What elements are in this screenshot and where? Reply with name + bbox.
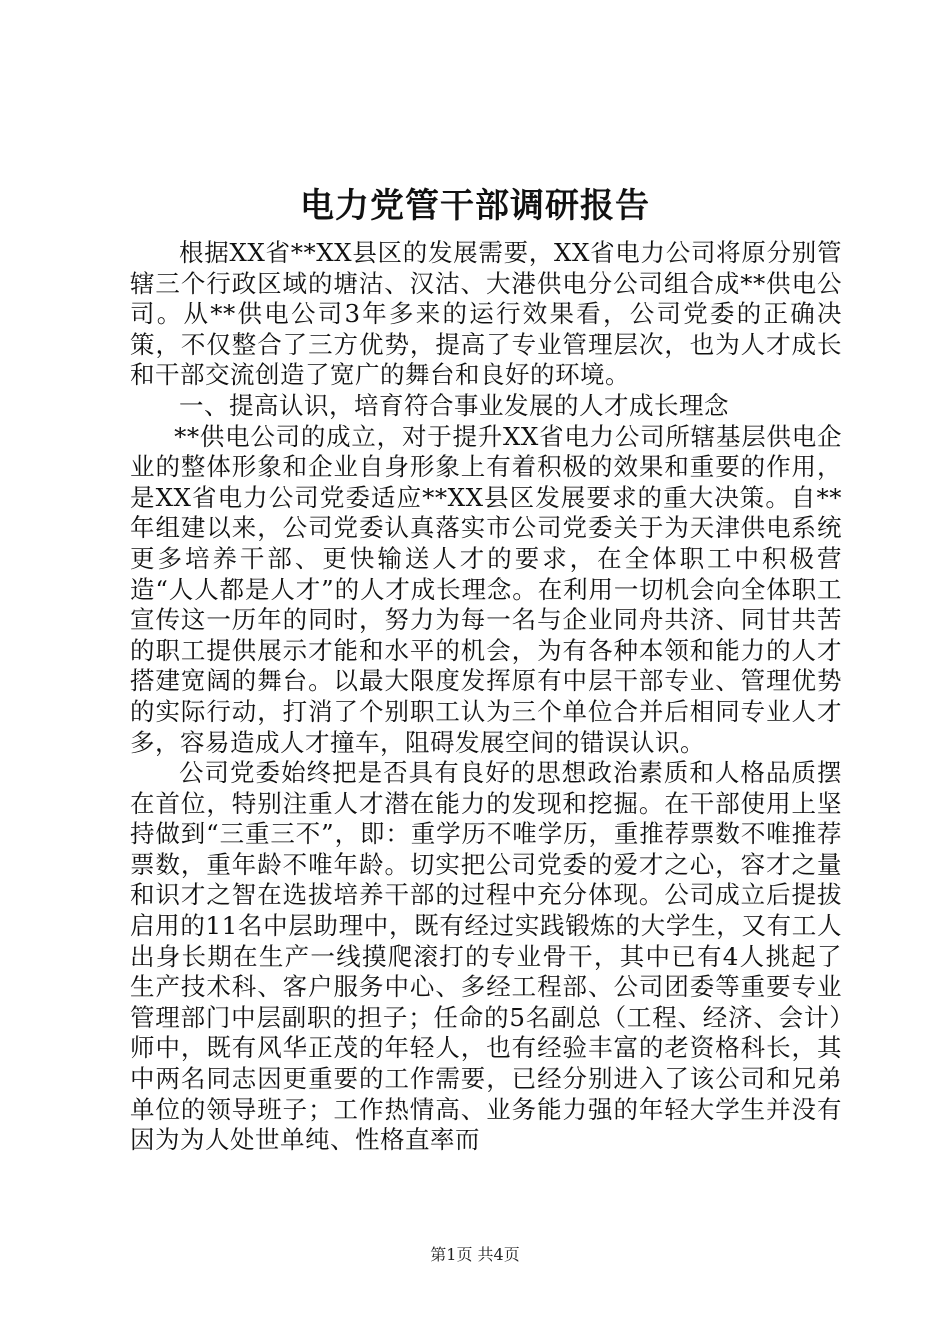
paragraph-cadre-selection: 公司党委始终把是否具有良好的思想政治素质和人格品质摆在首位，特别注重人才潜在能力的发现和挖掘。在干部使用上坚持做到“三重三不”，即：重学历不唯学历，重推荐票数不唯推荐票数，重年龄不唯年龄。切实把公司党委的爱才之心，容才之量和识才之智在选拔培养干部的过程中充分体现。公司成立后提拔启用的11名中层助理中，既有经过实践锻炼的大学生，又有工人出身长期在生产一线摸爬滚打的专业骨干，其中已有4人挑起了生产技术科、客户服务中心、多经工程部、公司团委等重要专业管理部门中层副职的担子；任命的5名副总（工程、经济、会计）师中，既有风华正茂的年轻人，也有经验丰富的老资格科长，其中两名同志因更重要的工作需要，已经分别进入了该公司和兄弟单位的领导班子；工作热情高、业务能力强的年轻大学生并没有因为为人处世单纯、性格直率而 [130, 758, 842, 1155]
paragraph-section-1: **供电公司的成立，对于提升XX省电力公司所辖基层供电企业的整体形象和企业自身形象上有着积极的效果和重要的作用，是XX省电力公司党委适应**XX县区发展要求的重大决策。自**年组建以来，公司党委认真落实市公司党委关于为天津供电系统更多培养干部、更快输送人才的要求，在全体职工中积极营造“人人都是人才”的人才成长理念。在利用一切机会向全体职工宣传这一历年的同时，努力为每一名与企业同舟共济、同甘共苦的职工提供展示才能和水平的机会，为有各种本领和能力的人才搭建宽阔的舞台。以最大限度发挥原有中层干部专业、管理优势的实际行动，打消了个别职工认为三个单位合并后相同专业人才多，容易造成人才撞车，阻碍发展空间的错误认识。 [130, 421, 842, 757]
document-body [130, 238, 842, 1156]
paragraph-intro: 根据XX省**XX县区的发展需要，XX省电力公司将原分别管辖三个行政区域的塘沽、汉沽、大港供电分公司组合成**供电公司。从**供电公司3年多来的运行效果看，公司党委的正确决策，不仅整合了三方优势，提高了专业管理层次，也为人才成长和干部交流创造了宽广的舞台和良好的环境。 [130, 238, 842, 390]
section-heading-1: 一、提高认识，培育符合事业发展的人才成长理念 [179, 390, 729, 420]
document-title: 电力党管干部调研报告 [300, 186, 650, 226]
page-footer: 第1页 共4页 [430, 1245, 520, 1264]
